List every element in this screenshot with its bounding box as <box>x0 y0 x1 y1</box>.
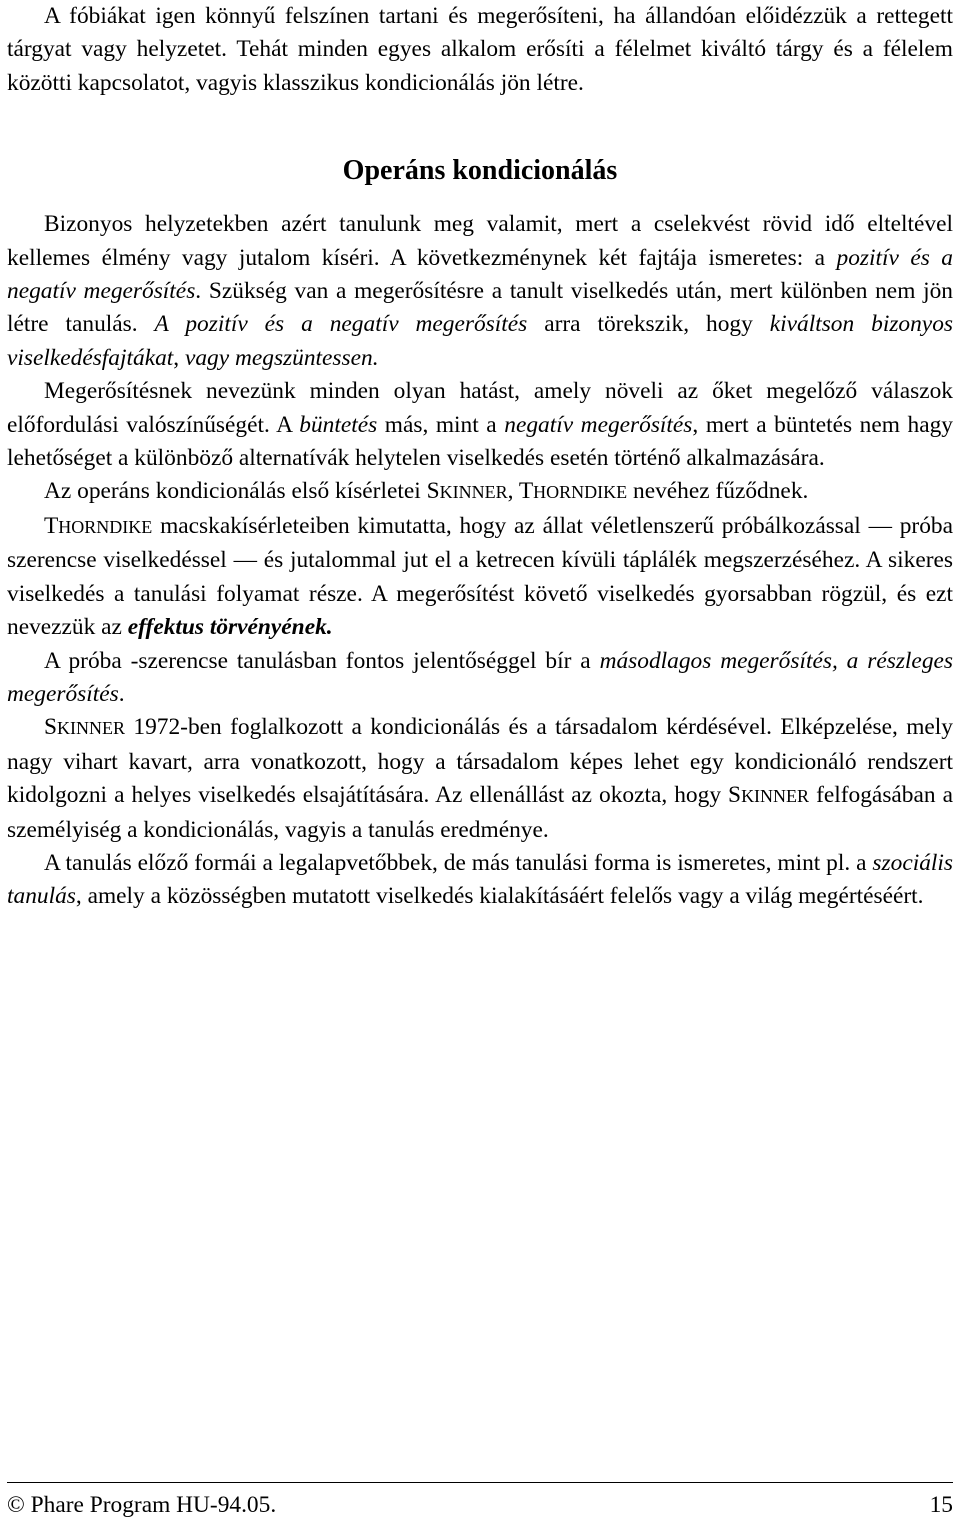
text-run: . <box>118 680 125 707</box>
footer-copyright: © Phare Program HU-94.05. <box>7 1492 277 1518</box>
page-footer <box>7 1482 953 1521</box>
paragraph-intro: A fóbiákat igen könnyű felszínen tartani és megerősíteni, ha állandóan előidézzük a rettegett tárgyat vagy helyzetet. Tehát minden egyes alkalom erősíti a félelmet kiváltó tárgy és a félelem közötti kapcsolatot, vagyis klasszikus kondicionálás jön létre. <box>7 3 953 96</box>
italic-run: A pozitív és a negatív megerősítés <box>154 311 528 338</box>
italic-run: kiváltson bizonyos viselkedésfajtákat <box>7 311 953 371</box>
text-run: , amely a közösségben mutatott viselkedés kialakításáért felelős vagy a világ megértéséért. <box>75 883 924 910</box>
text-run: Megerősítésnek nevezünk minden olyan hatást, amely növeli az őket megelőző válaszok előfordulási valószínűségét. A <box>7 378 953 438</box>
name-skinner <box>728 782 809 808</box>
small-caps-initial: S <box>44 714 58 741</box>
italic-run: negatív megerősítés <box>504 411 693 438</box>
bold-italic-run: effektus törvényének. <box>127 614 333 641</box>
name-skinner <box>427 478 508 504</box>
text-run: nevéhez fűződnek. <box>627 478 809 505</box>
small-caps-rest: KINNER <box>439 482 508 503</box>
italic-run: pozitív és a negatív megerősítés <box>7 244 953 305</box>
page-number: 15 <box>929 1492 953 1518</box>
text-run: A próba -szerencse tanulásban fontos jelentőséggel bír a <box>44 647 600 674</box>
paragraph-first-experiments <box>7 475 953 509</box>
section-heading: Operáns kondicionálás <box>342 155 618 187</box>
small-caps-initial: T <box>44 512 59 539</box>
paragraph-skinner <box>7 711 953 847</box>
paragraph-social-learning <box>7 847 953 914</box>
text-run: felfogásában a személyiség a kondicionálás, vagyis a tanulás eredménye. <box>7 782 953 843</box>
paragraph-trial-error <box>7 645 953 712</box>
text-run: , mert a büntetés nem hagy lehetőséget a különböző alternatívák helytelen viselkedés esetén történő alkalmazására. <box>7 411 953 472</box>
text-run: Az operáns kondicionálás első kísérletei <box>44 478 427 505</box>
text-run: , <box>507 478 519 505</box>
small-caps-rest: KINNER <box>741 786 810 807</box>
document-page <box>7 0 953 914</box>
text-run: Bizonyos helyzetekben azért tanulunk meg valamit, mert a cselekvést rövid idő elteltével kellemes élmény vagy jutalom kíséri. A következménynek két fajtája ismeretes: a <box>7 211 953 271</box>
text-run: A tanulás előző formái a legalapvetőbbek, de más tanulási forma is ismeretes, mint pl. a <box>44 849 873 876</box>
small-caps-rest: HORNDIKE <box>58 516 153 537</box>
name-thorndike <box>44 513 152 539</box>
paragraph-reinforcement <box>7 375 953 475</box>
small-caps-initial: S <box>728 782 742 809</box>
text-run: 1972-ben foglalkozott a kondicionálás és a társadalom kérdésével. Elképzelése, mely nagy vihart kavart, arra vonatkozott, hogy a társadalom képes lehet egy kondicionáló rendszert kidolgozni a helyes viselkedés elsajátítására. Az ellenállást az okozta, hogy <box>7 714 953 809</box>
text-run: . Szükség van a megerősítésre a tanult viselkedés után, mert különben nem jön létre tanulás. <box>7 278 953 338</box>
small-caps-rest: HORNDIKE <box>533 482 628 503</box>
name-skinner <box>44 714 125 740</box>
paragraph-thorndike <box>7 510 953 645</box>
small-caps-initial: T <box>518 478 534 505</box>
italic-run: szociális tanulás <box>7 849 953 910</box>
small-caps-rest: KINNER <box>57 718 126 739</box>
text-run: más, mint a <box>377 411 505 438</box>
text-run: macskakísérleteiben kimutatta, hogy az állat véletlenszerű próbálkozással — próba szerencse viselkedéssel — és jutalommal jut el a ketrecen kívüli táplálék megszerzéséhez. A sikeres viselkedés a tanulási folyamat része. A megerősítést követő viselkedés gyorsabban rögzül, és ezt nevezzük az <box>7 512 953 641</box>
text-run: arra törekszik, hogy <box>527 311 770 338</box>
name-thorndike <box>519 478 627 504</box>
italic-run: másodlagos megerősítés, a részleges megerősítés <box>7 647 953 707</box>
italic-run: büntetés <box>299 411 378 438</box>
paragraph-operant-definition <box>7 208 953 375</box>
text-run: , <box>173 344 185 371</box>
small-caps-initial: S <box>426 478 440 505</box>
italic-run: vagy megszüntessen. <box>184 344 379 371</box>
